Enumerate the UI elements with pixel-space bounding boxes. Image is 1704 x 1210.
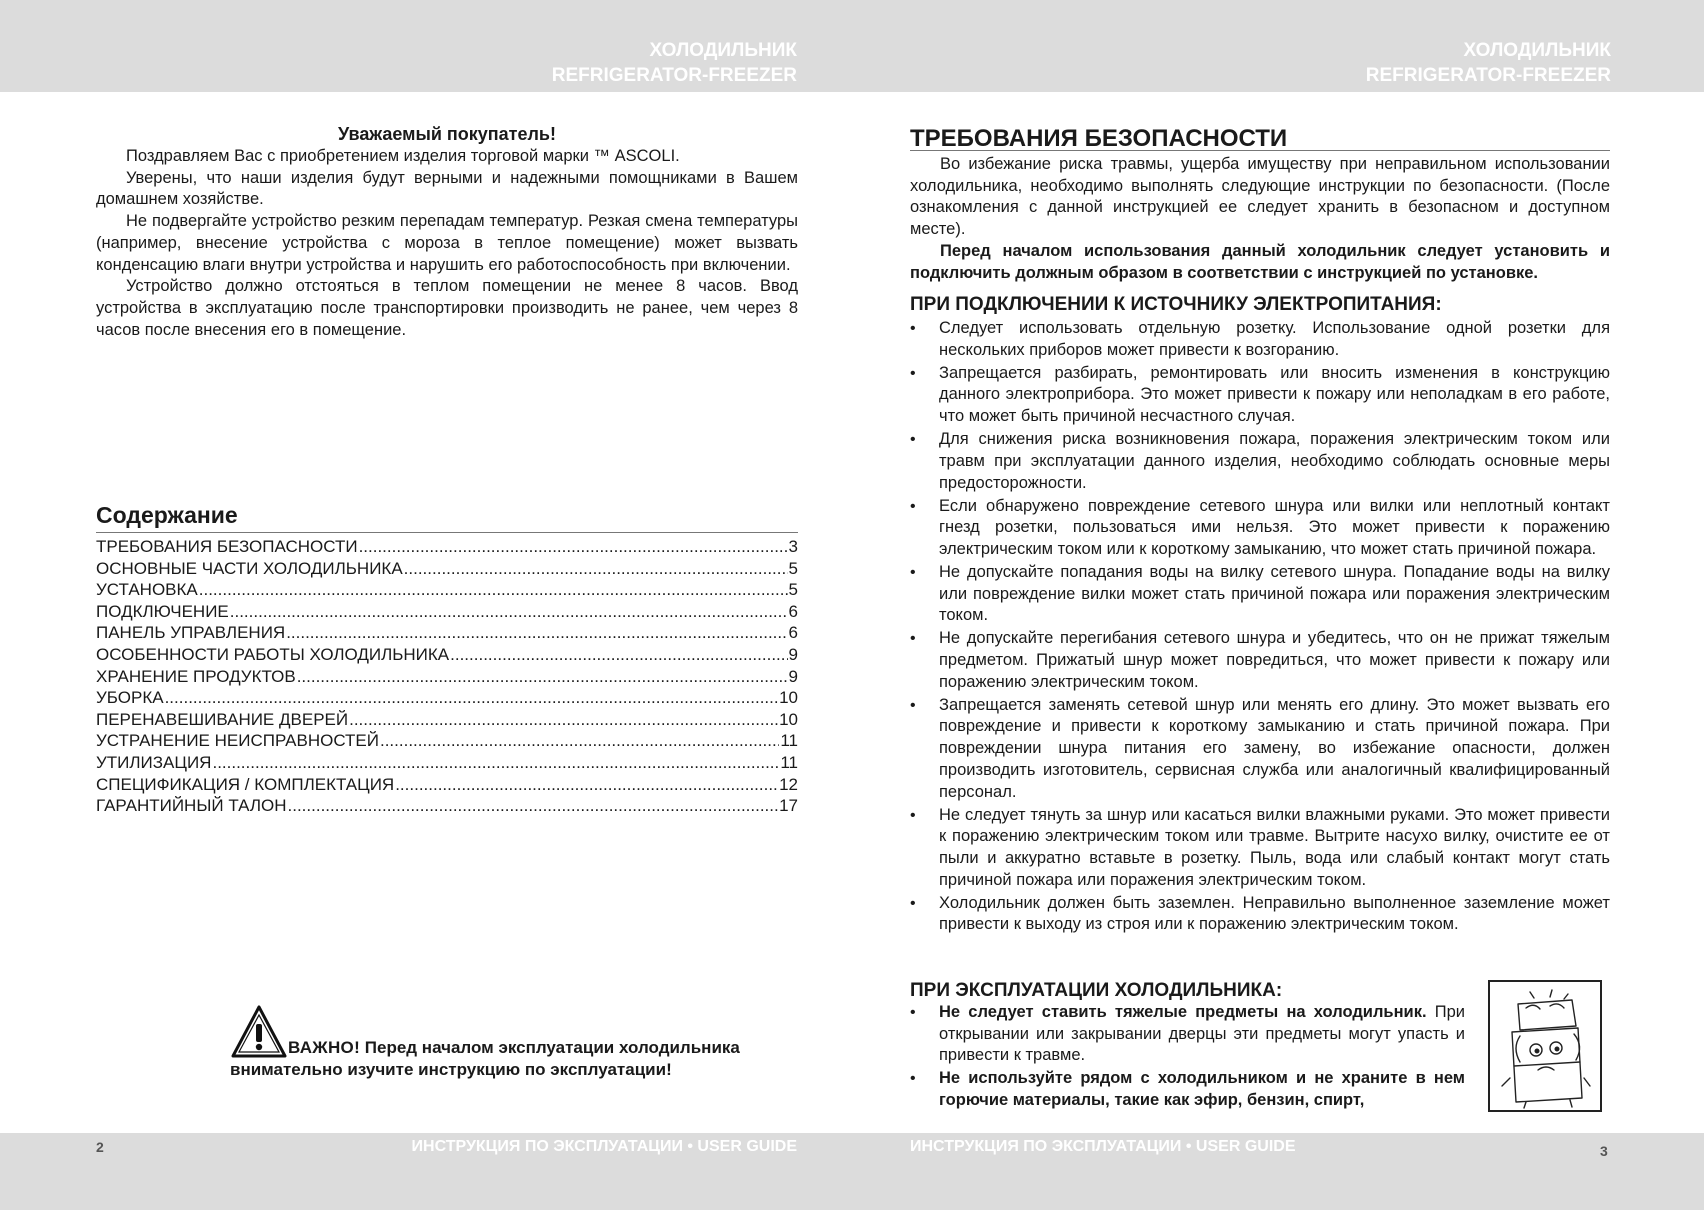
- toc-divider: [96, 532, 798, 533]
- footer-band: [0, 1133, 1704, 1210]
- list-item: • Если обнаружено повреждение сетевого шнура или вилки или неплотный контакт гнезд розетки, пользоваться ими нельзя. Это может привести к поражению электрическим током или к короткому замыканию, что может стать причиной пожара.: [910, 496, 1610, 558]
- fridge-cartoon-icon: [1490, 982, 1600, 1110]
- list-item: • Запрещается заменять сетевой шнур или менять его длину. Это может вызвать его повреждение и привести к короткому замыканию и стать причиной пожара. При повреждении шнура питания его замену, во избежание опасности, должен производить изготовитель, сервисная служба или аналогичный квалифицированный персонал.: [910, 695, 1610, 801]
- safety-intro-paragraph: Во избежание риска травмы, ущерба имуществу при неправильном использовании холодильника, необходимо выполнять следующие инструкции по безопасности. (После ознакомления с данной инструкцией ее следует хранить в безопасном и доступном месте).: [910, 155, 1610, 239]
- page-number-left: 2: [96, 1139, 104, 1155]
- toc-entry[interactable]: ОСОБЕННОСТИ РАБОТЫ ХОЛОДИЛЬНИКА ..... 9: [96, 644, 798, 666]
- safety-section-title: ТРЕБОВАНИЯ БЕЗОПАСНОСТИ: [910, 125, 1288, 152]
- toc-entry[interactable]: ПОДКЛЮЧЕНИЕ ..... 6: [96, 601, 798, 623]
- operation-list: [910, 1002, 1465, 1113]
- toc-entry[interactable]: ХРАНЕНИЕ ПРОДУКТОВ ..... 9: [96, 666, 798, 688]
- footer-label-right: ИНСТРУКЦИЯ ПО ЭКСПЛУАТАЦИИ • USER GUIDE: [910, 1138, 1296, 1155]
- toc-entry[interactable]: СПЕЦИФИКАЦИЯ / КОМПЛЕКТАЦИЯ ..... 12: [96, 774, 798, 796]
- list-item: • Холодильник должен быть заземлен. Неправильно выполненное заземление может привести к выходу из строя или к поражению электрическим током.: [910, 893, 1610, 934]
- right-page: [910, 92, 1610, 1133]
- list-item: • Для снижения риска возникновения пожара, поражения электрическим током или травм при эксплуатации данного изделия, необходимо соблюдать основные меры предосторожности.: [910, 430, 1610, 492]
- warning-triangle-icon: [230, 1004, 288, 1060]
- intro-paragraph: Устройство должно отстояться в теплом помещении не менее 8 часов. Ввод устройства в эксплуатацию после транспортировки производить не ранее, чем через 8 часов после внесения его в помещение.: [96, 277, 798, 339]
- fridge-illustration: [1488, 980, 1602, 1112]
- list-item: • Не допускайте перегибания сетевого шнура и убедитесь, что он не прижат тяжелым предметом. Прижатый шнур может повредиться, что может привести к пожару или поражению электрическим током.: [910, 629, 1610, 691]
- footer-label-left: ИНСТРУКЦИЯ ПО ЭКСПЛУАТАЦИИ • USER GUIDE: [411, 1138, 797, 1155]
- safety-intro-bold-paragraph: Перед началом использования данный холодильник следует установить и подключить должным образом в соответствии с инструкцией по установке.: [910, 241, 1610, 282]
- list-item: • Не допускайте попадания воды на вилку сетевого шнура. Попадание воды на вилку или повреждение вилки может стать причиной пожара или поражения электрическим током.: [910, 562, 1610, 625]
- warning-text-line1: ВАЖНО! Перед началом эксплуатации холодильника: [288, 1038, 740, 1057]
- greeting-title: Уважаемый покупатель!: [338, 124, 556, 144]
- intro-paragraph: Не подвергайте устройство резким перепадам температур. Резкая смена температуры (например, внесение устройства с мороза в теплое помещение) может вызвать конденсацию влаги внутри устройства и нарушить его работоспособность при включении.: [96, 212, 798, 274]
- intro-paragraph: Уверены, что наши изделия будут верными и надежными помощниками в Вашем домашнем хозяйстве.: [96, 168, 798, 209]
- toc-entry[interactable]: ГАРАНТИЙНЫЙ ТАЛОН ..... 17: [96, 795, 798, 817]
- safety-intro: [910, 154, 1610, 284]
- toc-title: Содержание: [96, 502, 238, 528]
- list-item: • Не используйте рядом с холодильником и не храните в нем горючие материалы, такие как эфир, бензин, спирт,: [910, 1069, 1465, 1110]
- toc-entry[interactable]: ПАНЕЛЬ УПРАВЛЕНИЯ ..... 6: [96, 622, 798, 644]
- left-page: [96, 92, 798, 1133]
- power-connection-list: [910, 318, 1610, 937]
- header-title-right: ХОЛОДИЛЬНИК REFRIGERATOR-FREEZER: [1365, 40, 1611, 86]
- list-item: • Запрещается разбирать, ремонтировать или вносить изменения в конструкцию данного электроприбора. Это может привести к пожару или неполадкам в его работе, что может быть причиной несчастного случая.: [910, 363, 1610, 426]
- page-number-right: 3: [1600, 1143, 1608, 1159]
- toc-entry[interactable]: УСТРАНЕНИЕ НЕИСПРАВНОСТЕЙ ..... 11: [96, 730, 798, 752]
- header-title-left: ХОЛОДИЛЬНИК REFRIGERATOR-FREEZER: [551, 40, 797, 86]
- intro-paragraph: Поздравляем Вас с приобретением изделия торговой марки ™ ASCOLI.: [126, 147, 680, 165]
- power-connection-subtitle: ПРИ ПОДКЛЮЧЕНИИ К ИСТОЧНИКУ ЭЛЕКТРОПИТАНИЯ:: [910, 294, 1442, 315]
- warning-label: ВАЖНО!: [288, 1038, 361, 1057]
- list-item: • Не следует тянуть за шнур или касаться вилки влажными руками. Это может привести к поражению электрическим током или травме. Вытрите насухо вилку, очистите ее от пыли и аккуратно вставьте в розетку. Пыль, вода или слабый контакт могут стать причиной пожара или поражения электрическим током.: [910, 805, 1610, 889]
- list-item: • Следует использовать отдельную розетку. Использование одной розетки для нескольких приборов может привести к возгоранию.: [910, 319, 1610, 359]
- operation-subtitle: ПРИ ЭКСПЛУАТАЦИИ ХОЛОДИЛЬНИКА:: [910, 980, 1283, 1001]
- toc-entry[interactable]: УТИЛИЗАЦИЯ ..... 11: [96, 752, 798, 774]
- toc-entry[interactable]: УСТАНОВКА ..... 5: [96, 579, 798, 601]
- toc-entry[interactable]: ПЕРЕНАВЕШИВАНИЕ ДВЕРЕЙ ..... 10: [96, 709, 798, 731]
- list-item: • Не следует ставить тяжелые предметы на холодильник. При открывании или закрывании дверцы эти предметы могут упасть и привести к травме.: [910, 1003, 1465, 1065]
- section-divider: [910, 150, 1610, 151]
- toc-entry[interactable]: ОСНОВНЫЕ ЧАСТИ ХОЛОДИЛЬНИКА ..... 5: [96, 558, 798, 580]
- toc-entry[interactable]: ТРЕБОВАНИЯ БЕЗОПАСНОСТИ ..... 3: [96, 536, 798, 558]
- warning-text-line2: внимательно изучите инструкцию по эксплуатации!: [230, 1060, 672, 1079]
- table-of-contents: [96, 536, 798, 817]
- intro-text: [96, 146, 798, 341]
- toc-entry[interactable]: УБОРКА ..... 10: [96, 687, 798, 709]
